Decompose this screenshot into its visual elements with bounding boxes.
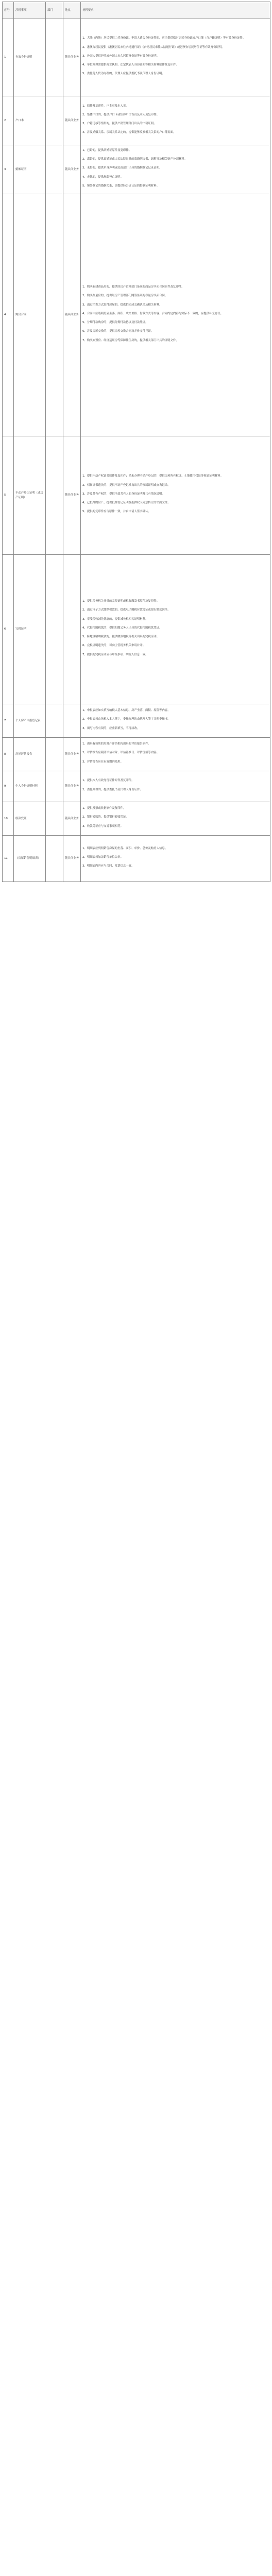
row-dept — [46, 96, 63, 145]
row-site — [63, 704, 81, 738]
material-item: 7、提供的完税证明应与申报事项、纳税人信息一致。 — [82, 653, 148, 656]
material-item: 1、提供不动产权证书原件及复印件；尚未办理不动产登记的，提供房屋所有权证、土地使用权证等权属证明材料。 — [82, 474, 223, 478]
material-item: 3、收款凭证应与交易事项相符。 — [82, 824, 123, 828]
row-dept — [46, 436, 63, 555]
row-no: 5 — [3, 436, 14, 555]
row-item: 户口本 — [14, 96, 46, 145]
row-dept — [46, 19, 63, 96]
row-materials — [81, 738, 270, 771]
material-item: 4、单位办理需提供营业执照、法定代表人身份证明等相关材料原件及复印件。 — [82, 63, 179, 67]
requirements-page — [0, 2, 272, 882]
table-row — [3, 436, 270, 555]
material-item: 5、境外登记的婚姻关系，需提供经公证认证的婚姻证明材料。 — [82, 184, 159, 188]
row-site: 随具体业务 — [63, 436, 81, 555]
material-item: 5、跨地区缴纳税款的，提供缴款地税务机关出具的完税证明。 — [82, 635, 159, 639]
header-no: 序号 — [3, 2, 14, 19]
material-item: 1、申报表应如实填写纳税人基本信息、房产坐落、面积、原值等内容。 — [82, 709, 171, 713]
material-item: 1、购买新建商品房的，提供经房产管理部门备案的商品房买卖合同原件及复印件。 — [82, 285, 184, 289]
table-row — [3, 19, 270, 96]
table-row — [3, 771, 270, 802]
row-item: 房屋评估报告 — [14, 738, 46, 771]
row-item: 个人房产申报登记表 — [14, 704, 46, 738]
row-item: 收款凭证 — [14, 802, 46, 836]
row-dept — [46, 802, 63, 836]
material-item: 3、明细表内容应与合同、发票信息一致。 — [82, 865, 134, 868]
material-item: 6、涉及房屋交换的，提供房屋交换合同及差价支付凭证。 — [82, 330, 154, 333]
header-site: 地点 — [63, 2, 81, 19]
row-dept — [46, 738, 63, 771]
material-item: 2、明细表须加盖销售单位公章。 — [82, 855, 123, 859]
row-site: 随具体业务 — [63, 771, 81, 802]
row-dept — [46, 771, 63, 802]
material-item: 2、银行转账的，提供银行转账凭证。 — [82, 816, 129, 819]
material-item: 2、集体户口的，提供户口卡或集体户口首页及本人页复印件。 — [82, 113, 159, 116]
table-row — [3, 145, 270, 194]
row-no: 3 — [3, 145, 14, 194]
material-item: 1、明细表应列明销售房屋的坐落、面积、单价、总价及购房人信息。 — [82, 846, 168, 850]
header-materials: 材料要求 — [81, 2, 270, 19]
table-header — [3, 2, 270, 19]
row-site: 随具体业务 — [63, 836, 81, 882]
material-item: 2、港澳台居民提供《港澳居民来往内地通行证》《台湾居民来往大陆通行证》或港澳台居民居住证等有效身份证明。 — [82, 45, 225, 49]
row-materials — [81, 19, 270, 96]
row-no: 11 — [3, 836, 14, 882]
material-item: 5、委托他人代为办理的，代理人应提供委托书及代理人身份证明。 — [82, 72, 165, 76]
row-site: 随具体业务 — [63, 145, 81, 194]
row-no: 9 — [3, 771, 14, 802]
material-item: 4、代扣代缴税款的，提供扣缴义务人出具的代扣代缴税款凭证。 — [82, 626, 162, 630]
material-item: 6、完税证明遗失的，可向主管税务机关申请补开。 — [82, 644, 146, 648]
row-materials — [81, 555, 270, 704]
table-row — [3, 194, 270, 436]
row-materials — [81, 194, 270, 436]
table-row — [3, 738, 270, 771]
row-dept — [46, 145, 63, 194]
row-no: 8 — [3, 738, 14, 771]
material-item: 7、购买安置房、经济适用房等保障性住房的，提供相关部门出具的证明文件。 — [82, 338, 179, 342]
row-no: 7 — [3, 704, 14, 738]
row-site: 随具体业务 — [63, 96, 81, 145]
material-item: 5、提供的复印件应与原件一致，并由申请人签字确认。 — [82, 510, 151, 514]
material-item: 1、大陆（内地）居民提供二代身份证。申请人遗失身份证件的，应当提供临时居民身份证或户口簿（含户籍证明）等有效身份证件。 — [82, 37, 246, 40]
header-dept: 部门 — [46, 2, 63, 19]
material-item: 3、户籍迁移等情形的，提供户籍管理部门出具的户籍证明。 — [82, 122, 157, 125]
row-no: 2 — [3, 96, 14, 145]
row-site: 随具体业务 — [63, 194, 81, 436]
material-item: 1、提供税务机关开具的完税证明或税收缴款书原件及复印件。 — [82, 600, 159, 603]
row-materials — [81, 96, 270, 145]
material-item: 5、分期付款购房的，提供分期付款协议及付款凭证。 — [82, 321, 148, 325]
row-site: 随具体业务 — [63, 802, 81, 836]
row-item: 购房合同 — [14, 194, 46, 436]
material-item: 4、已抵押的房产，提供抵押登记证明及抵押权人同意转让的书面文件。 — [82, 501, 171, 505]
row-no: 1 — [3, 19, 14, 96]
row-dept — [46, 704, 63, 738]
material-item: 2、购买存量房的，提供经房产管理部门网签备案的存量房买卖合同。 — [82, 294, 168, 298]
material-item: 1、提供本人有效身份证件原件及复印件。 — [82, 779, 134, 783]
row-no: 6 — [3, 555, 14, 704]
material-item: 3、涉及共有产权的，提供全部共有人的身份证明及共有情况说明。 — [82, 492, 165, 496]
material-item: 1、原件及复印件，户主页及本人页。 — [82, 104, 129, 108]
table-body — [3, 19, 270, 882]
material-item: 3、通过拍卖方式取得房屋的，提供拍卖成交确认书及相关材料。 — [82, 303, 162, 307]
material-item: 3、评估报告应在有效期内使用。 — [82, 760, 123, 764]
material-item: 4、涉及婚姻关系、亲属关系认定的，提供能够反映相关关系的户口簿页面。 — [82, 131, 176, 134]
material-item: 1、提供发票或收据原件及复印件。 — [82, 807, 126, 810]
table-row — [3, 836, 270, 882]
row-dept — [46, 194, 63, 436]
row-materials — [81, 436, 270, 555]
material-item: 2、委托办理的，提供委托书及代理人身份证件。 — [82, 788, 143, 791]
row-site: 随具体业务 — [63, 738, 81, 771]
material-item: 2、评估报告应载明评估对象、评估基准日、评估价值等内容。 — [82, 751, 159, 755]
row-materials — [81, 145, 270, 194]
header-item: 涉税事项 — [14, 2, 46, 19]
row-site: 随具体业务 — [63, 19, 81, 96]
table-row — [3, 555, 270, 704]
requirements-table — [2, 2, 270, 882]
material-item: 3、外国人提供护照或外国人永久居留身份证等有效身份证明。 — [82, 54, 159, 58]
row-item: 不动产登记证明（或房产证明） — [14, 436, 46, 555]
row-materials — [81, 704, 270, 738]
material-item: 3、享受税收减免优惠的，提供减免税相关证明材料。 — [82, 617, 148, 621]
row-dept — [46, 836, 63, 882]
row-materials — [81, 771, 270, 802]
material-item: 4、丧偶的，提供配偶死亡证明。 — [82, 175, 123, 179]
row-item: 个人身份证明材料 — [14, 771, 46, 802]
row-materials — [81, 802, 270, 836]
table-row — [3, 96, 270, 145]
material-item: 2、离婚的，提供离婚证或人民法院出具的离婚判决书、调解书及相关财产分割材料。 — [82, 158, 187, 161]
row-no: 4 — [3, 194, 14, 436]
row-no: 10 — [3, 802, 14, 836]
material-item: 2、申报表须由纳税人本人签字，委托办理的由代理人签字并附委托书。 — [82, 718, 171, 721]
row-dept — [46, 555, 63, 704]
table-row — [3, 704, 270, 738]
material-item: 1、已婚的，提供结婚证原件及复印件。 — [82, 148, 132, 152]
table-row — [3, 802, 270, 836]
row-site — [63, 555, 81, 704]
material-item: 3、填写内容有误的，应重新填写，不得涂改。 — [82, 726, 140, 730]
row-item: 有效身份证明 — [14, 19, 46, 96]
material-item: 2、权属证书遗失的，提供不动产登记机构出具的权属证明或查询记录。 — [82, 483, 171, 487]
row-item: 完税证明 — [14, 555, 46, 704]
material-item: 4、合同中应载明房屋坐落、面积、成交价格、付款方式等内容；合同约定内容与实际不一致的，应提供补充协议。 — [82, 312, 223, 315]
row-materials — [81, 836, 270, 882]
row-item: 《房屋销售明细表》 — [14, 836, 46, 882]
material-item: 2、通过电子方式缴纳税款的，提供电子缴税付款凭证或银行缴款回单。 — [82, 608, 171, 612]
row-item: 婚姻证明 — [14, 145, 46, 194]
material-item: 1、由具有资质的房地产评估机构出具的评估报告原件。 — [82, 742, 151, 746]
material-item: 3、未婚的，提供单身声明或民政部门出具的婚姻登记记录证明。 — [82, 166, 162, 170]
